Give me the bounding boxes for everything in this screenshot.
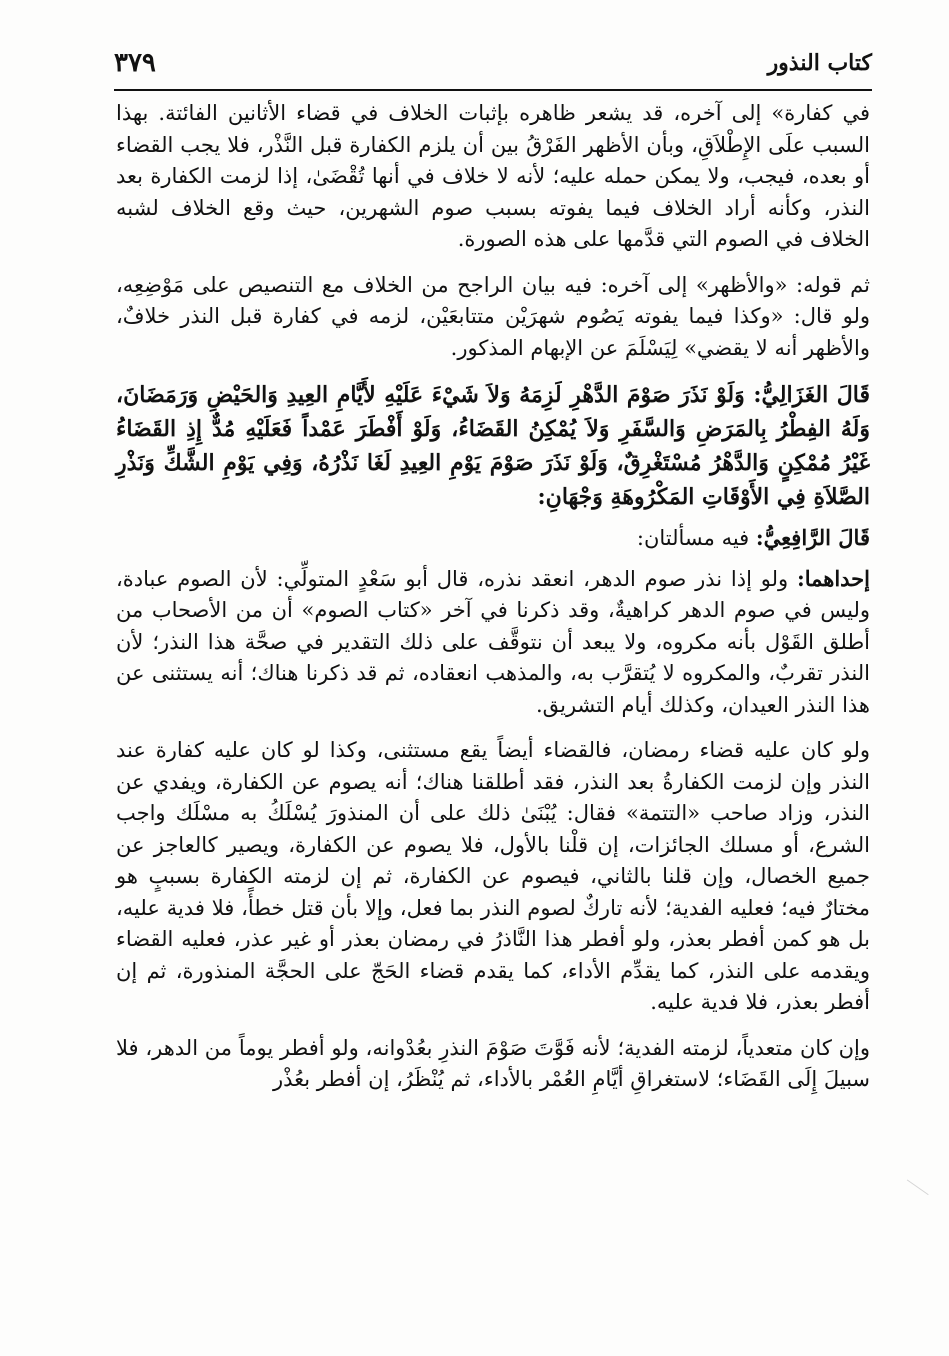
scan-mark [895,1179,928,1211]
paragraph-1: في كفارة» إلى آخره، قد يشعر ظاهره بإثبات الخلاف في قضاء الأثانين الفائتة. بهذا السبب علَى الإِطْلاَقِ، وبأن الأظهر الفَرْقُ بين أن يلزم الكفارة قبل النَّذْر، فلا يجب القضاء أو بعده، فيجب، ولا يمكن حمله عليه؛ لأنه لا خلاف في أنها تُقْضَىٰ، إذا لزمت الكفارة بعد النذر، وكأنه أراد الخلاف فيما يفوته بسبب صوم الشهرين، حيث وقع الخلاف لشبه الخلاف في الصوم التي قدَّمها على هذه الصورة. [116,101,870,251]
running-title: كتاب النذور [767,50,872,76]
page-header [114,44,872,88]
first-issue-lead: إحداهما: [796,565,870,591]
page-body [116,98,870,1110]
paragraph-7: وإن كان متعدياً، لزمته الفدية؛ لأنه فَوَّتَ صَوْمَ النذرِ بعُدْوانه، ولو أفطر يوماً من الدهر، فلا سبيلَ إِلَى القَضَاء؛ لاستغراقِ أيَّامِ العُمْر بالأداء، ثم يُنْظَرُ، إن أفطر بعُذْر [116,1035,870,1091]
rafii-intro [116,522,870,555]
first-issue-text: ولو إذا نذر صوم الدهر، انعقد نذره، قال أبو سَعْدٍ المتولِّي: لأن الصوم عبادة، وليس في صوم الدهر كراهيةٌ، وقد ذكرنا في آخر «كتاب الصوم» أن من الأصحاب من أطلق القَوْل بأنه مكروه، ولا يبعد أن نتوقَّف على ذلك التقدير في صحَّة هذا النذر؛ لأن النذر تقربٌ، والمكروه لا يُتقرَّب به، والمذهب انعقاده، ثم قد ذكرنا هناك؛ أنه يستثنى عن هذا النذر العيدان، وكذلك أيام التشريق. [116,566,870,717]
paragraph-2: ثم قوله: «والأظهر» إلى آخره: فيه بيان الراجح من الخلاف مع التنصيص على مَوْضِعِه، ولو قال: «وكذا فيما يفوته يَصُوم شهرَيْن متتابعَيْن، لزمه في كفارة قبل النذر خلافٌ، والأظهر أنه لا يقضي» لِيَسْلَمَ عن الإبهام المذكور. [116,272,870,360]
page-number: ٣٧٩ [114,48,156,78]
rafii-lead: قَالَ الرَّافِعِيُّ: [755,525,870,550]
paragraph-6: ولو كان عليه قضاء رمضان، فالقضاء أيضاً يقع مستثنى، وكذا لو كان عليه كفارة عند النذر وإن لزمت الكفارةُ بعد النذر، فقد أطلقنا هناك؛ أنه يصوم عن الكفارة، ويفدي عن النذر، وزاد صاحب «التتمة» فقال: يُبْنَىٰ ذلك على أن المنذورَ يُسْلَكُ به مسْلَك واجب الشرع، أو مسلك الجائزات، إن قلْنا بالأول، فلا يصوم عن الكفارة، ويصير كالعاجز عن جميع الخصال، وإن قلنا بالثاني، فيصوم عن الكفارة، ثم إن لزمته الكفارة بسببٍ هو مختارٌ فيه؛ فعليه الفدية؛ لأنه تاركٌ لصوم النذر بما فعل، وإلا بأن قتل خطأً، فلا فدية عليه، بل هو كمن أفطر بعذر، ولو أفطر هذا النَّاذرُ في رمضان بعذر أو غير عذر، فعليه القضاء ويقدمه على النذر، كما يقدِّم الأداء، كما يقدم قضاء الحَجّ على الحجَّة المنذورة، ثم إن أفطر بعذر، فلا فدية عليه. [116,738,870,1014]
header-rule [114,89,872,91]
rafii-intro-text: فيه مسألتان: [636,526,750,550]
first-issue [116,563,870,722]
ghazali-quote: قَالَ الغَزَالِيُّ: وَلَوْ نَذَرَ صَوْمَ الدَّهْرِ لَزِمَهُ وَلاَ شَيْءَ عَلَيْهِ لأَيَّامِ العِيدِ وَالحَيْضِ وَرَمَضَانَ، وَلَهُ الفِطْرُ بِالمَرَضِ وَالسَّفَرِ وَلاَ يُمْكِنُ القَضَاءُ، وَلَوْ أَفْطَرَ عَمْداً فَعَلَيْهِ مُدٌّ إِذِ القَضَاءُ غَيْرُ مُمْكِنٍ وَالدَّهْرُ مُسْتَغْرِقٌ، وَلَوْ نَذَرَ صَوْمَ يَوْمِ العِيدِ لَغَا نَذْرُهُ، وَفِي يَوْمِ الشَّكِّ وَنَذْرِ الصَّلاَةِ فِي الأَوْقَاتِ المَكْرُوهَةِ وَجْهَانِ: [116,382,870,510]
